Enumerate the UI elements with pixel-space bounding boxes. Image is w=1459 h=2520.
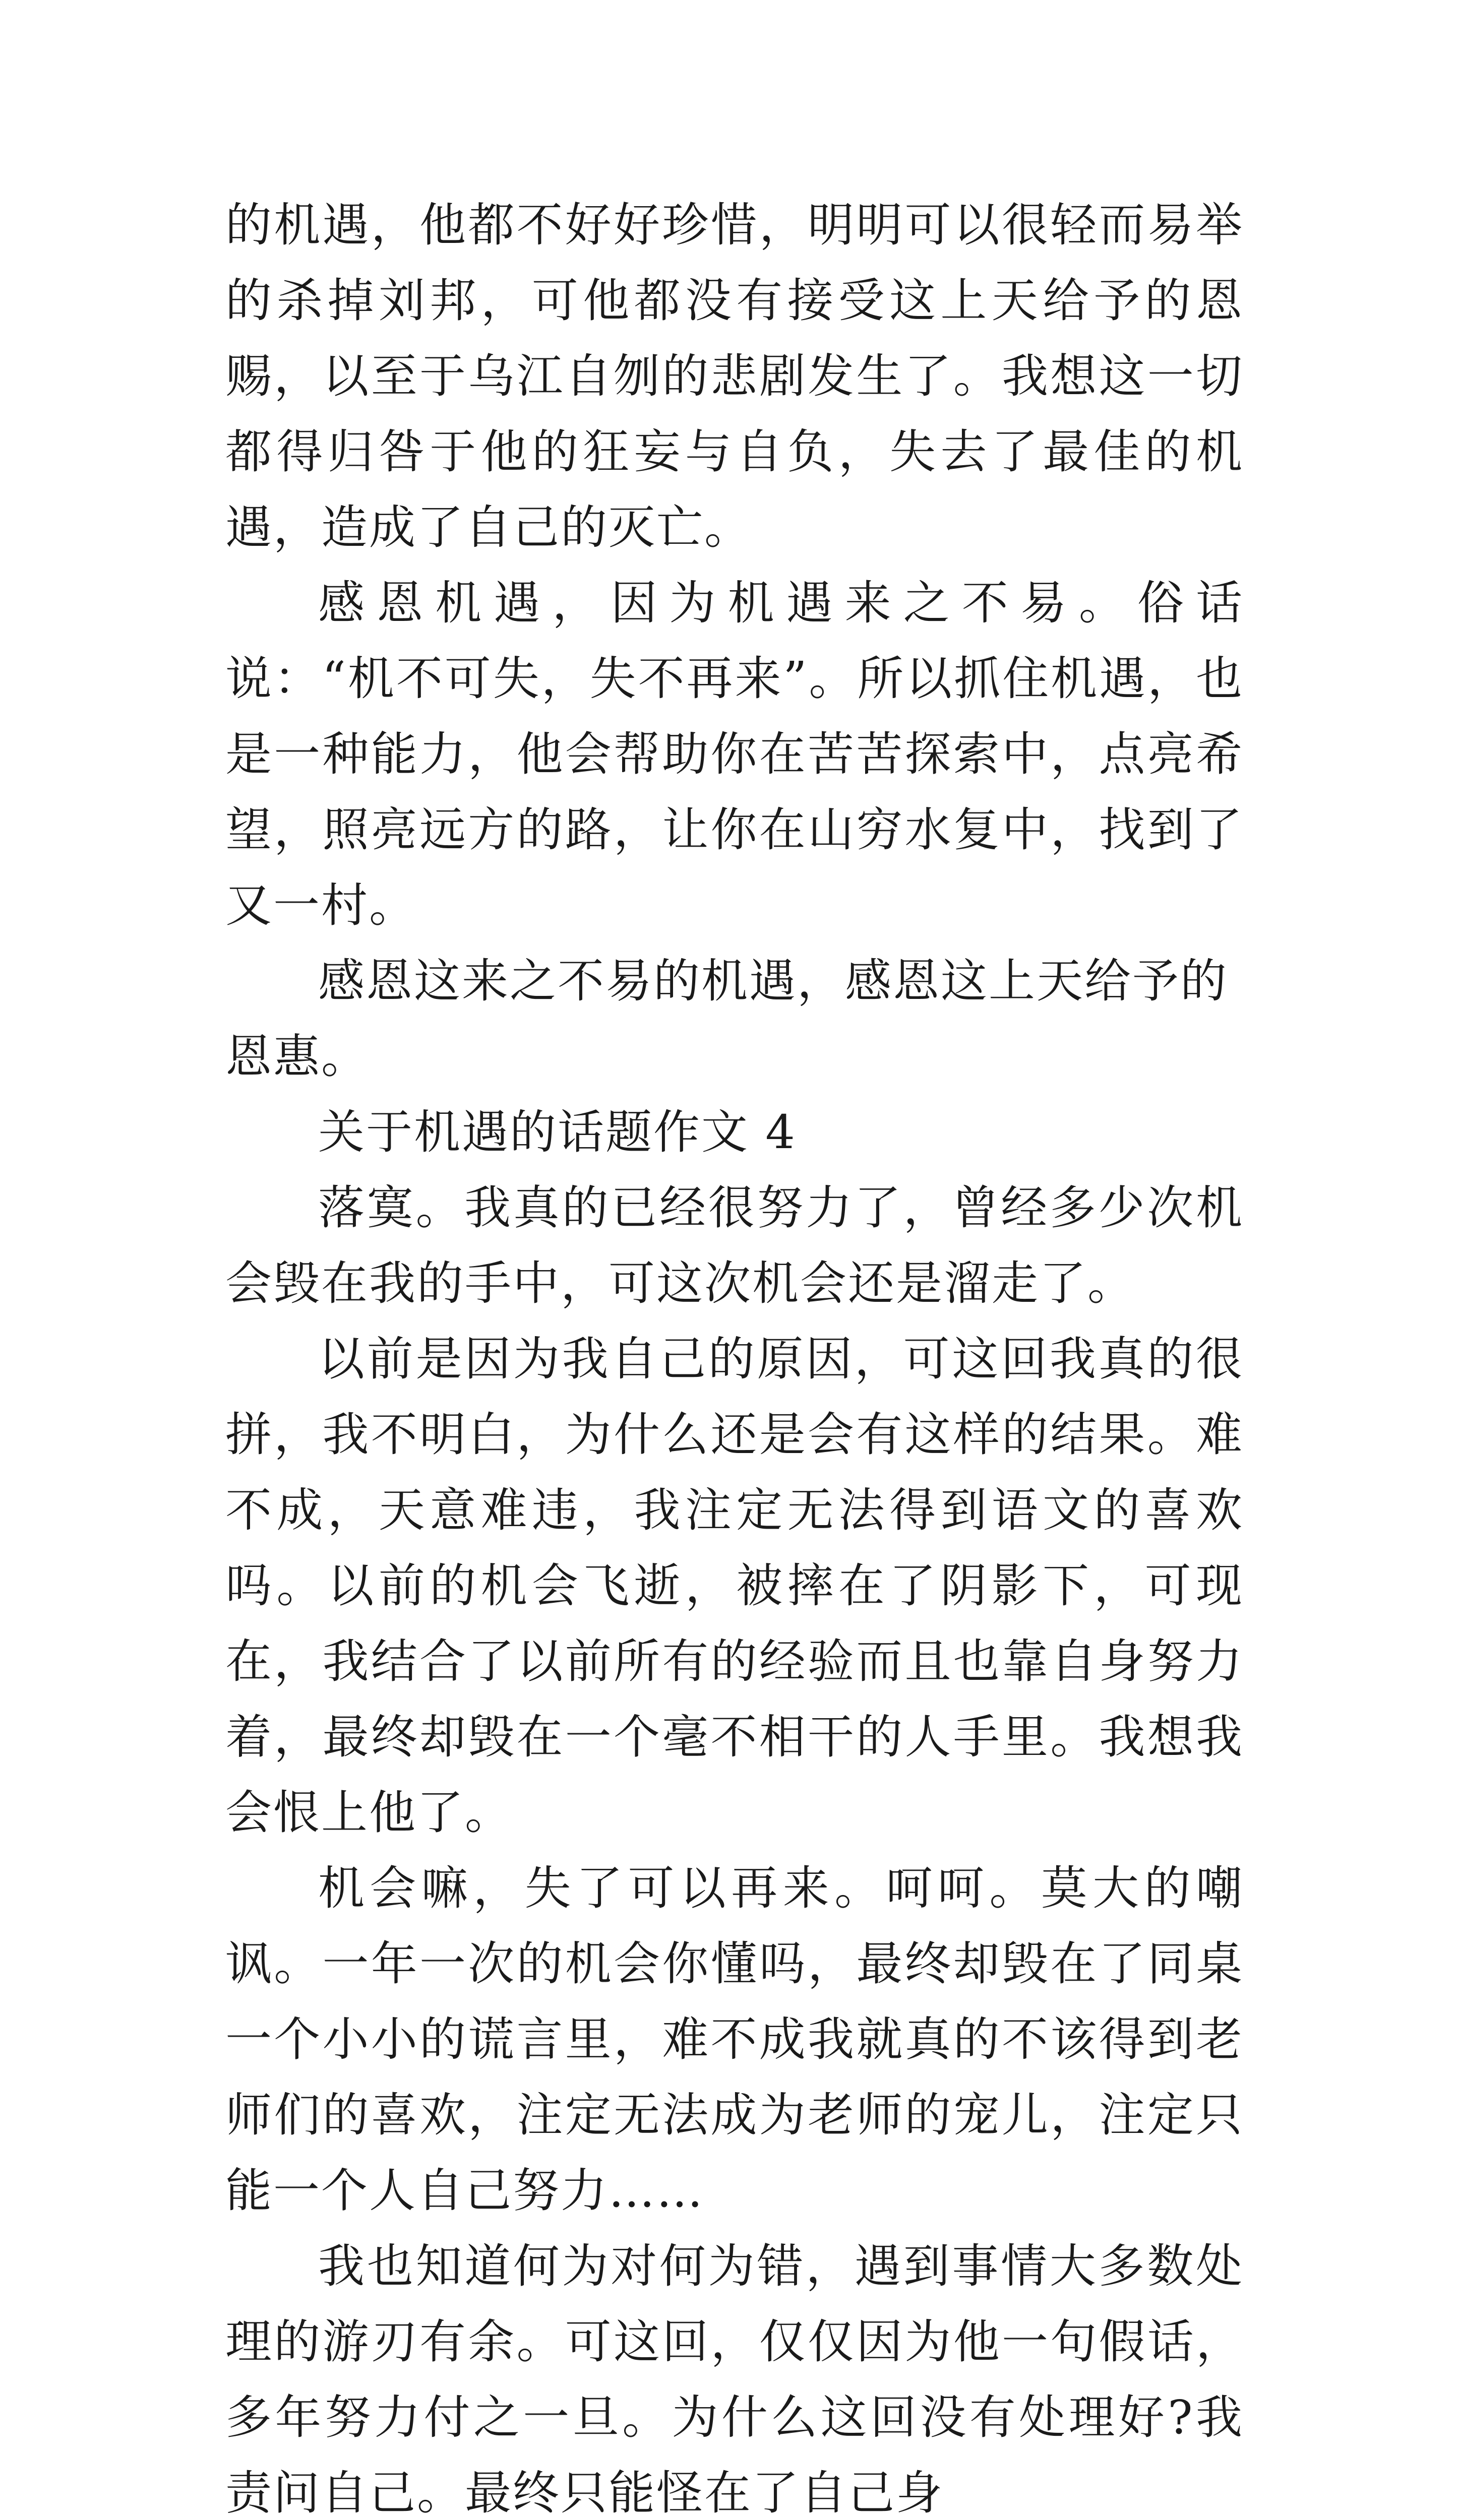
- paragraph-3: 感恩这来之不易的机遇，感恩这上天给予的恩惠。: [225, 954, 1229, 1084]
- paragraph-7: 我也知道何为对何为错，遇到事情大多数处理的游刃有余。可这回，仅仅因为他一句假话，多年努力付之一旦。为什么这回没有处理好?我责问自己。最终只能怪在了自己身: [225, 2239, 1244, 2520]
- paragraph-6: 机会嘛，失了可以再来。呵呵。莫大的嘲讽。一年一次的机会你懂吗，最终却毁在了同桌一个小小的谎言里，难不成我就真的不该得到老师们的喜欢，注定无法成为老师的宠儿，注定只能一个人自己努力……: [225, 1861, 1244, 2218]
- section-heading: 关于机遇的话题作文 4: [318, 1105, 797, 1159]
- paragraph-2: 感恩机遇，因为机遇来之不易。俗话说：“机不可失，失不再来”。所以抓住机遇，也是一种能力，他会帮助你在苦苦探索中，点亮希望，照亮远方的路，让你在山穷水复中，找到了又一村。: [225, 576, 1244, 932]
- paragraph-5: 以前是因为我自己的原因，可这回我真的很拼，我不明白，为什么还是会有这样的结果。难不成，天意难违，我注定无法得到语文的喜欢吗。以前的机会飞逝，被摔在了阴影下，可现在，我结合了以前所有的经验而且也靠自身努力着，最终却毁在一个毫不相干的人手里。我想我会恨上他了。: [225, 1332, 1244, 1840]
- paragraph-4: 落寞。我真的已经很努力了，曾经多少次机会毁在我的手中，可这次机会还是溜走了。: [225, 1181, 1244, 1310]
- document-body: [225, 187, 1244, 2520]
- paragraph-1: 的机遇，他都不好好珍惜，明明可以很轻而易举的杀掉刘邦，可他都没有接受这上天给予的恩赐，以至于乌江自刎的悲剧发生了。我想这一切都得归咎于他的狂妄与自负，失去了最佳的机遇，造成了自己的灭亡。: [225, 198, 1244, 554]
